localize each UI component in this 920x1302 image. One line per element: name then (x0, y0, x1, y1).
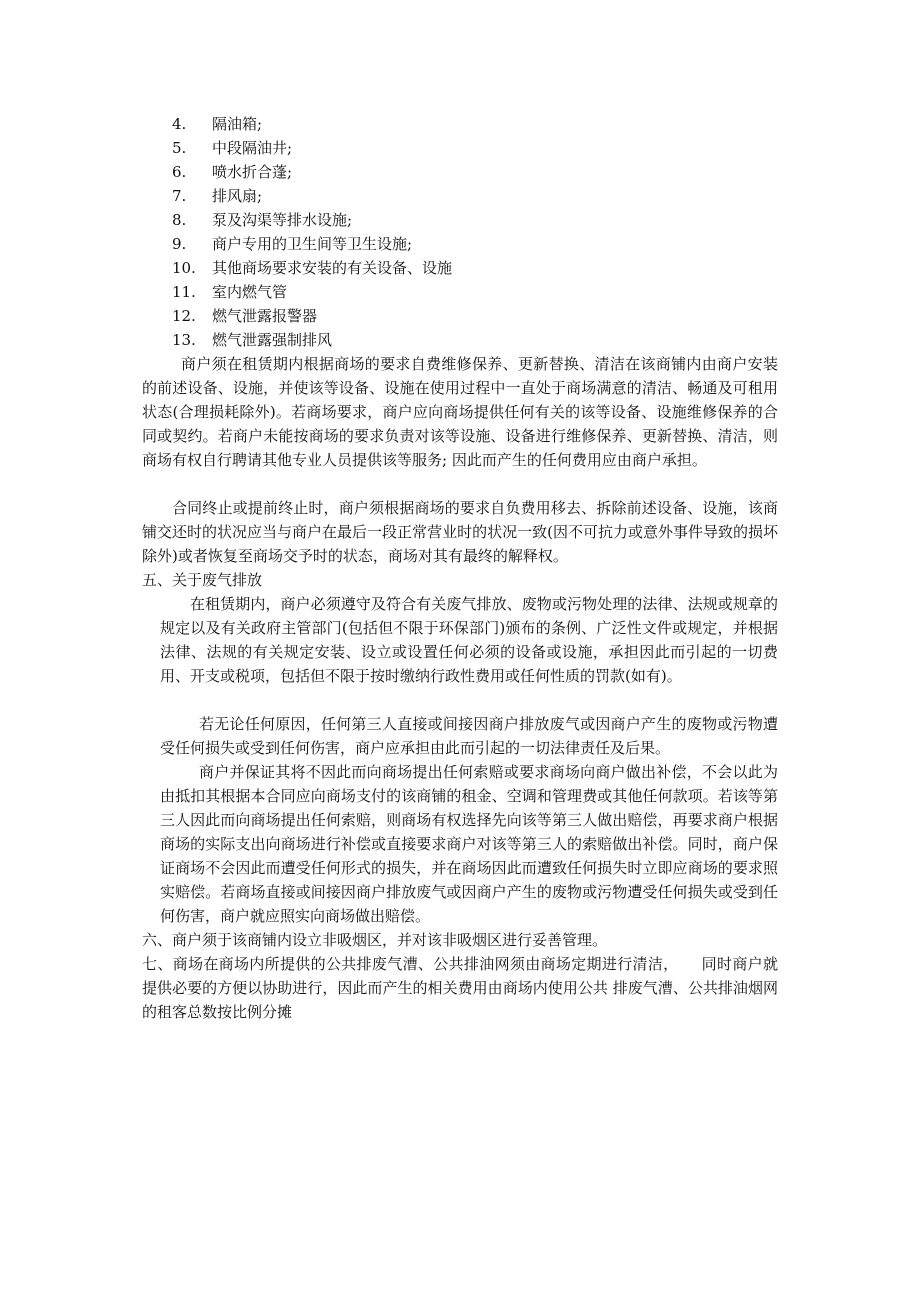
list-item: 7. 排风扇; (172, 187, 263, 205)
list-item: 4. 隔油箱; (172, 115, 263, 133)
section-6-non-smoking: 六、商户须于该商铺内设立非吸烟区，并对该非吸烟区进行妥善管理。 (142, 931, 608, 949)
termination-paragraph: 合同终止或提前终止时，商户须根据商场的要求自负费用移去、拆除前述设备、设施，该商铺交还时的状况应当与商户在最后一段正常营业时的状况一致(因不可抗力或意外事件导致的损坏除外)或者恢复至商场交予时的状态，商场对其有最终的解释权。 (142, 499, 778, 565)
list-item: 12. 燃气泄露报警器 (172, 307, 318, 325)
list-item: 5. 中段隔油井; (172, 139, 293, 157)
third-party-liability-paragraph: 若无论任何原因，任何第三人直接或间接因商户排放废气或因商户产生的废物或污物遭受任何损失或受到任何伤害，商户应承担由此而引起的一切法律责任及后果。 (160, 715, 778, 757)
list-item: 8. 泵及沟渠等排水设施; (172, 211, 353, 229)
list-item: 13. 燃气泄露强制排风 (172, 331, 333, 349)
list-item: 10. 其他商场要求安装的有关设备、设施 (172, 259, 453, 277)
maintenance-paragraph: 商户须在租赁期内根据商场的要求自费维修保养、更新替换、清洁在该商铺内由商户安装的前述设备、设施，并使该等设备、设施在使用过程中一直处于商场满意的清洁、畅通及可租用状态(合理损耗除外)。若商场要求，商户应向商场提供任何有关的该等设备、设施维修保养的合同或契约。若商户未能按商场的要求负责对该等设施、设备进行维修保养、更新替换、清洁，则商场有权自行聘请其他专业人员提供该等服务; 因此而产生的任何费用应由商户承担。 (142, 355, 778, 469)
section-7-cleaning: 七、商场在商场内所提供的公共排废气漕、公共排油网须由商场定期进行清洁， 同时商户就提供必要的方便以协助进行，因此而产生的相关费用由商场内使用公共 排废气漕、公共排油烟网的租客总数按比例分摊 (142, 955, 778, 1021)
list-item: 6. 喷水折合蓬; (172, 163, 293, 181)
list-item: 11. 室内燃气管 (172, 283, 288, 301)
compensation-guarantee-paragraph: 商户并保证其将不因此而向商场提出任何索赔或要求商场向商户做出补偿，不会以此为由抵扣其根据本合同应向商场支付的该商铺的租金、空调和管理费或其他任何款项。若该等第三人因此而向商场提出任何索赔，则商场有权选择先向该等第三人做出赔偿，再要求商户根据商场的实际支出向商场进行补偿或直接要求商户对该等第三人的索赔做出补偿。同时，商户保证商场不会因此而遭受任何形式的损失，并在商场因此而遭致任何损失时立即应商场的要求照实赔偿。若商场直接或间接因商户排放废气或因商户产生的废物或污物遭受任何损失或受到任何伤害，商户就应照实向商场做出赔偿。 (160, 763, 778, 925)
list-item: 9. 商户专用的卫生间等卫生设施; (172, 235, 413, 253)
emission-compliance-paragraph: 在租赁期内，商户必须遵守及符合有关废气排放、废物或污物处理的法律、法规或规章的规定以及有关政府主管部门(包括但不限于环保部门)颁布的条例、广泛性文件或规定，并根据法律、法规的有关规定安装、设立或设置任何必须的设备或设施，承担因此而引起的一切费用、开支或税项，包括但不限于按时缴纳行政性费用或任何性质的罚款(如有)。 (160, 595, 778, 685)
equipment-list (172, 112, 452, 352)
section-5-heading: 五、关于废气排放 (142, 571, 263, 589)
